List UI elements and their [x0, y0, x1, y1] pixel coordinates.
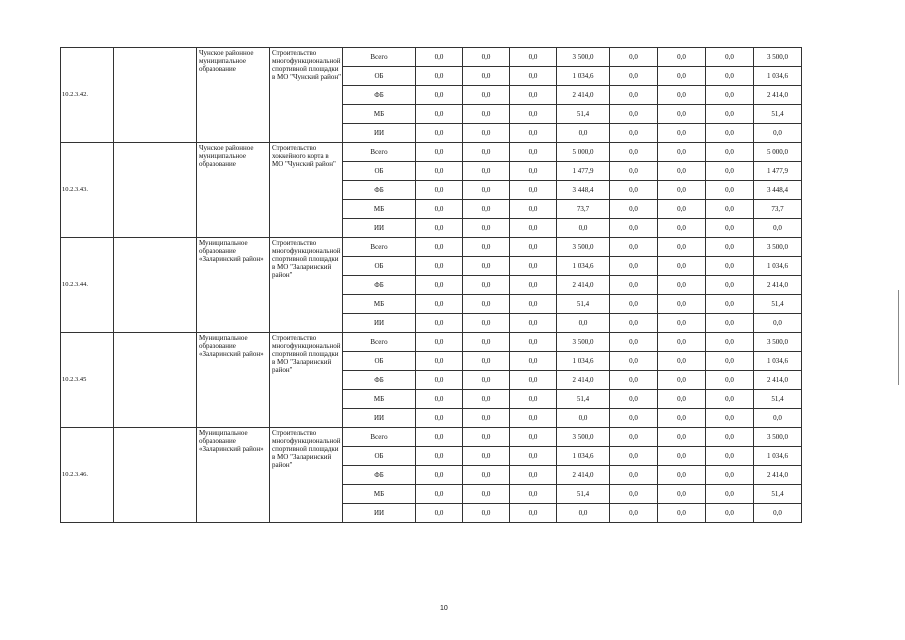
- value-cell: 0,0: [610, 143, 658, 162]
- value-cell: 0,0: [610, 352, 658, 371]
- municipality-cell: Муниципальное образование «Заларинский район»: [197, 238, 270, 333]
- funding-source: ОБ: [343, 352, 416, 371]
- value-cell: 0,0: [610, 276, 658, 295]
- funding-source: Всего: [343, 48, 416, 67]
- value-cell: 0,0: [610, 371, 658, 390]
- value-cell: 51,4: [557, 105, 610, 124]
- value-cell: 1 034,6: [557, 447, 610, 466]
- value-cell: 0,0: [510, 105, 557, 124]
- value-cell: 0,0: [658, 485, 706, 504]
- value-cell: 0,0: [463, 48, 510, 67]
- funding-source: ФБ: [343, 466, 416, 485]
- value-cell: 51,4: [557, 390, 610, 409]
- value-cell: 0,0: [706, 276, 754, 295]
- value-cell: 0,0: [658, 257, 706, 276]
- value-cell: 0,0: [416, 295, 463, 314]
- value-cell: 0,0: [754, 124, 802, 143]
- budget-table: [60, 47, 802, 523]
- value-cell: 3 448,4: [557, 181, 610, 200]
- value-cell: 0,0: [658, 105, 706, 124]
- value-cell: 0,0: [610, 504, 658, 523]
- value-cell: 0,0: [463, 428, 510, 447]
- value-cell: 0,0: [706, 67, 754, 86]
- value-cell: 1 034,6: [754, 352, 802, 371]
- value-cell: 0,0: [706, 333, 754, 352]
- value-cell: 3 500,0: [557, 333, 610, 352]
- value-cell: 1 034,6: [557, 67, 610, 86]
- funding-source: МБ: [343, 200, 416, 219]
- value-cell: 0,0: [416, 219, 463, 238]
- value-cell: 0,0: [510, 485, 557, 504]
- value-cell: 0,0: [416, 181, 463, 200]
- value-cell: 0,0: [416, 352, 463, 371]
- funding-source: ИИ: [343, 504, 416, 523]
- value-cell: 0,0: [416, 371, 463, 390]
- value-cell: 0,0: [463, 257, 510, 276]
- value-cell: 0,0: [610, 238, 658, 257]
- value-cell: 51,4: [557, 295, 610, 314]
- value-cell: 0,0: [416, 466, 463, 485]
- activity-cell: Строительство многофункциональной спортивной площадки в МО "Заларинский район": [270, 428, 343, 523]
- value-cell: 0,0: [610, 314, 658, 333]
- value-cell: 0,0: [658, 219, 706, 238]
- item-code: 10.2.3.44.: [61, 238, 114, 333]
- activity-cell: Строительство многофункциональной спортивной площадки в МО "Чунский район": [270, 48, 343, 143]
- value-cell: 1 477,9: [557, 162, 610, 181]
- value-cell: 0,0: [510, 447, 557, 466]
- value-cell: 0,0: [463, 409, 510, 428]
- value-cell: 3 500,0: [754, 238, 802, 257]
- value-cell: 0,0: [706, 314, 754, 333]
- value-cell: 0,0: [510, 219, 557, 238]
- value-cell: 0,0: [706, 124, 754, 143]
- value-cell: 0,0: [706, 143, 754, 162]
- value-cell: 0,0: [706, 48, 754, 67]
- value-cell: 0,0: [706, 447, 754, 466]
- value-cell: 51,4: [754, 390, 802, 409]
- municipality-cell: Чунское районное муниципальное образование: [197, 143, 270, 238]
- value-cell: 0,0: [658, 238, 706, 257]
- value-cell: 0,0: [706, 162, 754, 181]
- value-cell: 0,0: [754, 314, 802, 333]
- value-cell: 0,0: [610, 124, 658, 143]
- activity-cell: Строительство хоккейного корта в МО "Чунский район": [270, 143, 343, 238]
- value-cell: 0,0: [416, 447, 463, 466]
- municipality-cell: Муниципальное образование «Заларинский район»: [197, 428, 270, 523]
- value-cell: 0,0: [658, 428, 706, 447]
- value-cell: 0,0: [416, 124, 463, 143]
- value-cell: 0,0: [610, 428, 658, 447]
- value-cell: 0,0: [658, 371, 706, 390]
- value-cell: 0,0: [610, 162, 658, 181]
- value-cell: 0,0: [610, 200, 658, 219]
- value-cell: 0,0: [658, 276, 706, 295]
- value-cell: 0,0: [510, 124, 557, 143]
- value-cell: 0,0: [510, 181, 557, 200]
- value-cell: 0,0: [658, 409, 706, 428]
- value-cell: 0,0: [610, 466, 658, 485]
- value-cell: 0,0: [557, 504, 610, 523]
- value-cell: 0,0: [463, 124, 510, 143]
- funding-source: ФБ: [343, 371, 416, 390]
- value-cell: 0,0: [510, 257, 557, 276]
- funding-source: МБ: [343, 485, 416, 504]
- value-cell: 0,0: [706, 257, 754, 276]
- value-cell: 0,0: [416, 67, 463, 86]
- table-row: [61, 48, 802, 67]
- value-cell: 73,7: [754, 200, 802, 219]
- value-cell: 0,0: [658, 143, 706, 162]
- value-cell: 0,0: [754, 219, 802, 238]
- value-cell: 0,0: [463, 371, 510, 390]
- funding-source: ИИ: [343, 314, 416, 333]
- value-cell: 0,0: [658, 48, 706, 67]
- municipality-cell: Чунское районное муниципальное образование: [197, 48, 270, 143]
- value-cell: 0,0: [610, 295, 658, 314]
- value-cell: 0,0: [706, 200, 754, 219]
- value-cell: 3 448,4: [754, 181, 802, 200]
- value-cell: 0,0: [706, 409, 754, 428]
- value-cell: 0,0: [658, 200, 706, 219]
- value-cell: 2 414,0: [557, 466, 610, 485]
- value-cell: 0,0: [610, 219, 658, 238]
- value-cell: 0,0: [463, 390, 510, 409]
- value-cell: 0,0: [416, 257, 463, 276]
- value-cell: 0,0: [610, 257, 658, 276]
- value-cell: 0,0: [658, 162, 706, 181]
- value-cell: 51,4: [754, 295, 802, 314]
- empty-cell: [114, 238, 197, 333]
- item-code: 10.2.3.45: [61, 333, 114, 428]
- value-cell: 0,0: [510, 48, 557, 67]
- value-cell: 0,0: [416, 390, 463, 409]
- value-cell: 0,0: [463, 143, 510, 162]
- value-cell: 0,0: [706, 238, 754, 257]
- value-cell: 3 500,0: [754, 48, 802, 67]
- value-cell: 0,0: [706, 428, 754, 447]
- value-cell: 0,0: [510, 86, 557, 105]
- value-cell: 0,0: [416, 504, 463, 523]
- value-cell: 2 414,0: [754, 276, 802, 295]
- value-cell: 2 414,0: [557, 276, 610, 295]
- funding-source: ИИ: [343, 409, 416, 428]
- funding-source: ОБ: [343, 447, 416, 466]
- funding-source: ОБ: [343, 257, 416, 276]
- value-cell: 0,0: [463, 504, 510, 523]
- value-cell: 3 500,0: [557, 238, 610, 257]
- value-cell: 0,0: [416, 162, 463, 181]
- empty-cell: [114, 428, 197, 523]
- value-cell: 0,0: [510, 371, 557, 390]
- value-cell: 0,0: [463, 67, 510, 86]
- funding-source: Всего: [343, 143, 416, 162]
- value-cell: 0,0: [658, 333, 706, 352]
- value-cell: 0,0: [463, 333, 510, 352]
- value-cell: 0,0: [463, 447, 510, 466]
- value-cell: 0,0: [706, 105, 754, 124]
- value-cell: 0,0: [610, 105, 658, 124]
- value-cell: 0,0: [463, 352, 510, 371]
- table-row: [61, 238, 802, 257]
- funding-source: ОБ: [343, 162, 416, 181]
- value-cell: 0,0: [510, 314, 557, 333]
- value-cell: 0,0: [658, 447, 706, 466]
- value-cell: 0,0: [416, 143, 463, 162]
- value-cell: 0,0: [658, 504, 706, 523]
- value-cell: 0,0: [510, 67, 557, 86]
- value-cell: 5 000,0: [557, 143, 610, 162]
- funding-source: Всего: [343, 238, 416, 257]
- value-cell: 0,0: [510, 143, 557, 162]
- value-cell: 3 500,0: [754, 333, 802, 352]
- value-cell: 0,0: [416, 48, 463, 67]
- value-cell: 0,0: [510, 390, 557, 409]
- value-cell: 0,0: [416, 333, 463, 352]
- funding-source: ИИ: [343, 219, 416, 238]
- value-cell: 0,0: [463, 181, 510, 200]
- scan-edge-mark: [898, 290, 899, 385]
- value-cell: 51,4: [754, 485, 802, 504]
- table-row: [61, 143, 802, 162]
- empty-cell: [114, 48, 197, 143]
- value-cell: 2 414,0: [557, 371, 610, 390]
- value-cell: 0,0: [416, 238, 463, 257]
- value-cell: 0,0: [658, 352, 706, 371]
- value-cell: 0,0: [658, 67, 706, 86]
- funding-source: ФБ: [343, 86, 416, 105]
- value-cell: 0,0: [557, 409, 610, 428]
- municipality-cell: Муниципальное образование «Заларинский район»: [197, 333, 270, 428]
- item-code: 10.2.3.43.: [61, 143, 114, 238]
- value-cell: 51,4: [557, 485, 610, 504]
- value-cell: 0,0: [416, 105, 463, 124]
- value-cell: 2 414,0: [557, 86, 610, 105]
- value-cell: 0,0: [463, 314, 510, 333]
- funding-source: ОБ: [343, 67, 416, 86]
- value-cell: 0,0: [463, 466, 510, 485]
- value-cell: 0,0: [658, 295, 706, 314]
- funding-source: МБ: [343, 295, 416, 314]
- value-cell: 0,0: [658, 466, 706, 485]
- value-cell: 1 034,6: [557, 257, 610, 276]
- value-cell: 0,0: [463, 485, 510, 504]
- value-cell: 0,0: [510, 162, 557, 181]
- value-cell: 0,0: [706, 504, 754, 523]
- value-cell: 0,0: [610, 333, 658, 352]
- value-cell: 0,0: [706, 466, 754, 485]
- value-cell: 0,0: [510, 238, 557, 257]
- value-cell: 0,0: [463, 162, 510, 181]
- value-cell: 0,0: [463, 200, 510, 219]
- value-cell: 0,0: [658, 314, 706, 333]
- activity-cell: Строительство многофункциональной спортивной площадки в МО "Заларинский район": [270, 333, 343, 428]
- value-cell: 0,0: [463, 219, 510, 238]
- value-cell: 0,0: [706, 485, 754, 504]
- value-cell: 0,0: [463, 276, 510, 295]
- value-cell: 0,0: [510, 409, 557, 428]
- funding-source: Всего: [343, 333, 416, 352]
- funding-source: ФБ: [343, 276, 416, 295]
- value-cell: 0,0: [706, 390, 754, 409]
- value-cell: 0,0: [510, 352, 557, 371]
- value-cell: 0,0: [557, 124, 610, 143]
- value-cell: 3 500,0: [557, 428, 610, 447]
- value-cell: 1 034,6: [754, 447, 802, 466]
- funding-source: МБ: [343, 390, 416, 409]
- funding-source: ФБ: [343, 181, 416, 200]
- table-row: [61, 333, 802, 352]
- value-cell: 1 034,6: [754, 67, 802, 86]
- value-cell: 0,0: [610, 409, 658, 428]
- empty-cell: [114, 333, 197, 428]
- value-cell: 0,0: [706, 352, 754, 371]
- value-cell: 0,0: [706, 295, 754, 314]
- value-cell: 0,0: [510, 466, 557, 485]
- value-cell: 0,0: [416, 200, 463, 219]
- value-cell: 0,0: [754, 504, 802, 523]
- value-cell: 0,0: [416, 409, 463, 428]
- value-cell: 0,0: [658, 124, 706, 143]
- value-cell: 3 500,0: [557, 48, 610, 67]
- value-cell: 0,0: [416, 86, 463, 105]
- value-cell: 0,0: [610, 447, 658, 466]
- value-cell: 0,0: [610, 181, 658, 200]
- value-cell: 0,0: [463, 295, 510, 314]
- empty-cell: [114, 143, 197, 238]
- value-cell: 0,0: [706, 371, 754, 390]
- value-cell: 0,0: [510, 504, 557, 523]
- value-cell: 51,4: [754, 105, 802, 124]
- item-code: 10.2.3.46.: [61, 428, 114, 523]
- value-cell: 73,7: [557, 200, 610, 219]
- value-cell: 0,0: [658, 390, 706, 409]
- value-cell: 0,0: [416, 314, 463, 333]
- value-cell: 2 414,0: [754, 86, 802, 105]
- value-cell: 0,0: [510, 295, 557, 314]
- value-cell: 0,0: [706, 219, 754, 238]
- value-cell: 0,0: [610, 485, 658, 504]
- value-cell: 2 414,0: [754, 371, 802, 390]
- funding-source: Всего: [343, 428, 416, 447]
- value-cell: 0,0: [416, 276, 463, 295]
- value-cell: 0,0: [610, 48, 658, 67]
- value-cell: 0,0: [658, 86, 706, 105]
- page-number: 10: [440, 605, 448, 612]
- funding-source: МБ: [343, 105, 416, 124]
- value-cell: 5 000,0: [754, 143, 802, 162]
- value-cell: 1 477,9: [754, 162, 802, 181]
- table-row: [61, 428, 802, 447]
- value-cell: 0,0: [610, 67, 658, 86]
- value-cell: 0,0: [610, 390, 658, 409]
- value-cell: 0,0: [463, 105, 510, 124]
- value-cell: 0,0: [416, 428, 463, 447]
- value-cell: 0,0: [557, 219, 610, 238]
- value-cell: 0,0: [557, 314, 610, 333]
- value-cell: 2 414,0: [754, 466, 802, 485]
- value-cell: 0,0: [610, 86, 658, 105]
- value-cell: 0,0: [754, 409, 802, 428]
- value-cell: 0,0: [706, 181, 754, 200]
- activity-cell: Строительство многофункциональной спортивной площадки в МО "Заларинский район": [270, 238, 343, 333]
- value-cell: 0,0: [463, 86, 510, 105]
- value-cell: 3 500,0: [754, 428, 802, 447]
- value-cell: 0,0: [510, 428, 557, 447]
- value-cell: 0,0: [706, 86, 754, 105]
- item-code: 10.2.3.42.: [61, 48, 114, 143]
- value-cell: 1 034,6: [754, 257, 802, 276]
- value-cell: 0,0: [416, 485, 463, 504]
- value-cell: 0,0: [463, 238, 510, 257]
- funding-source: ИИ: [343, 124, 416, 143]
- value-cell: 0,0: [510, 200, 557, 219]
- value-cell: 0,0: [510, 333, 557, 352]
- value-cell: 0,0: [658, 181, 706, 200]
- value-cell: 0,0: [510, 276, 557, 295]
- value-cell: 1 034,6: [557, 352, 610, 371]
